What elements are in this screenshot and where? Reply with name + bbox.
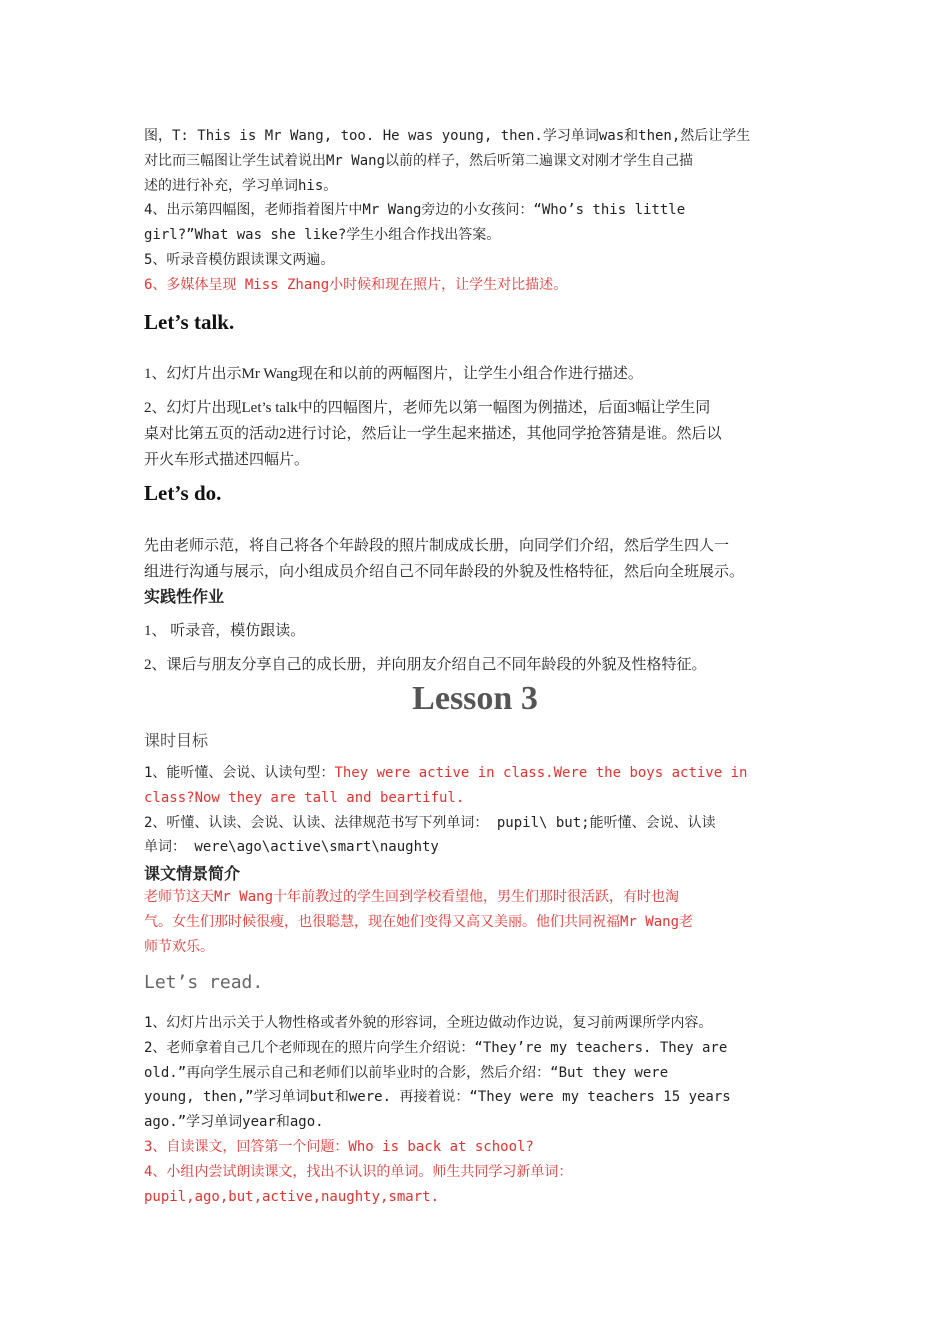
text-line: 1、幻灯片出示关于人物性格或者外貌的形容词，全班边做动作边说，复习前两课所学内容。 [144,1015,713,1031]
goal-1-sentence: They were active in class.Were the boys active in [334,765,748,781]
goals-paragraph [144,761,824,860]
text-line: 5、听录音模仿跟读课文两遍。 [144,251,335,268]
lesson-title: Lesson 3 [412,680,538,717]
lets-do-heading: Let’s do. [144,481,222,505]
homework-item-1: 1、 听录音，模仿跟读。 [144,623,306,639]
text-line-highlight: 4、小组内尝试朗读课文，找出不认识的单词。师生共同学习新单词： [144,1163,573,1180]
text-line: 单词： were\ago\active\smart\naughty [144,839,439,856]
scene-paragraph [144,885,824,959]
text-line: 对比而三幅图让学生试着说出Mr Wang以前的样子，然后听第二遍课文对刚才学生自己描 [144,152,693,169]
text-line-highlight: 气。女生们那时候很瘦，也很聪慧，现在她们变得又高又美丽。他们共同祝福Mr Wang老 [144,913,693,930]
text-line: girl?”What was she like?学生小组合作找出答案。 [144,227,501,244]
text-line: 2、老师拿着自己几个老师现在的照片向学生介绍说：“They’re my teachers. They are [144,1039,728,1056]
text-line: 组进行沟通与展示，向小组成员介绍自己不同年龄段的外貌及性格特征，然后向全班展示。 [144,564,745,580]
lets-read-heading: Let’s read. [144,972,264,993]
lets-talk-heading: Let’s talk. [144,310,235,334]
lets-talk-item-1: 1、幻灯片出示Mr Wang现在和以前的两幅图片，让学生小组合作进行描述。 [144,366,643,382]
lets-read-paragraph [144,1011,824,1209]
intro-paragraph [144,124,824,298]
lets-talk-item-2 [144,395,824,473]
homework-heading: 实践性作业 [144,587,225,606]
text-line: 2、幻灯片出现Let’s talk中的四幅图片，老师先以第一幅图为例描述，后面3幅让学生同 [144,400,711,416]
text-line-highlight: 3、自读课文，回答第一个问题：Who is back at school? [144,1138,534,1155]
text-line-highlight: 6、多媒体呈现 Miss Zhang小时候和现在照片，让学生对比描述。 [144,276,568,293]
text-line: ago.”学习单词year和ago. [144,1114,324,1131]
homework-item-2: 2、课后与朋友分享自己的成长册，并向朋友介绍自己不同年龄段的外貌及性格特征。 [144,657,707,673]
text-line-highlight: class?Now they are tall and beartiful. [144,789,465,806]
text-line-highlight: pupil,ago,but,active,naughty,smart. [144,1188,440,1205]
text-line: 4、出示第四幅图，老师指着图片中Mr Wang旁边的小女孩问：“Who’s this little [144,202,686,219]
text-line: young, then,”学习单词but和were. 再接着说：“They were my teachers 15 years [144,1089,731,1106]
lets-do-paragraph [144,533,824,585]
text-line: 述的进行补充，学习单词his。 [144,177,338,194]
text-line: 桌对比第五页的活动2进行讨论，然后让一学生起来描述，其他同学抢答猜是谁。然后以 [144,426,722,442]
text-line-highlight: 师节欢乐。 [144,938,214,955]
text-line-highlight: 老师节这天Mr Wang十年前教过的学生回到学校看望他，男生们那时很活跃，有时也淘 [144,889,679,905]
scene-heading: 课文情景简介 [144,864,241,883]
text-line: 开火车形式描述四幅片。 [144,452,310,468]
text-line [144,761,824,786]
goal-1-prefix: 1、能听懂、会说、认读句型： [144,765,335,781]
text-line: 2、听懂、认读、会说、认读、法律规范书写下列单词： pupil\ but;能听懂、会说、认读 [144,814,716,831]
text-line: 先由老师示范，将自己将各个年龄段的照片制成成长册，向同学们介绍，然后学生四人一 [144,538,730,554]
text-line: old.”再向学生展示自己和老师们以前毕业时的合影，然后介绍：“But they were [144,1064,669,1081]
text-line: 图，T: This is Mr Wang, too. He was young, then.学习单词was和then,然后让学生 [144,128,751,144]
goals-heading: 课时目标 [144,731,209,750]
